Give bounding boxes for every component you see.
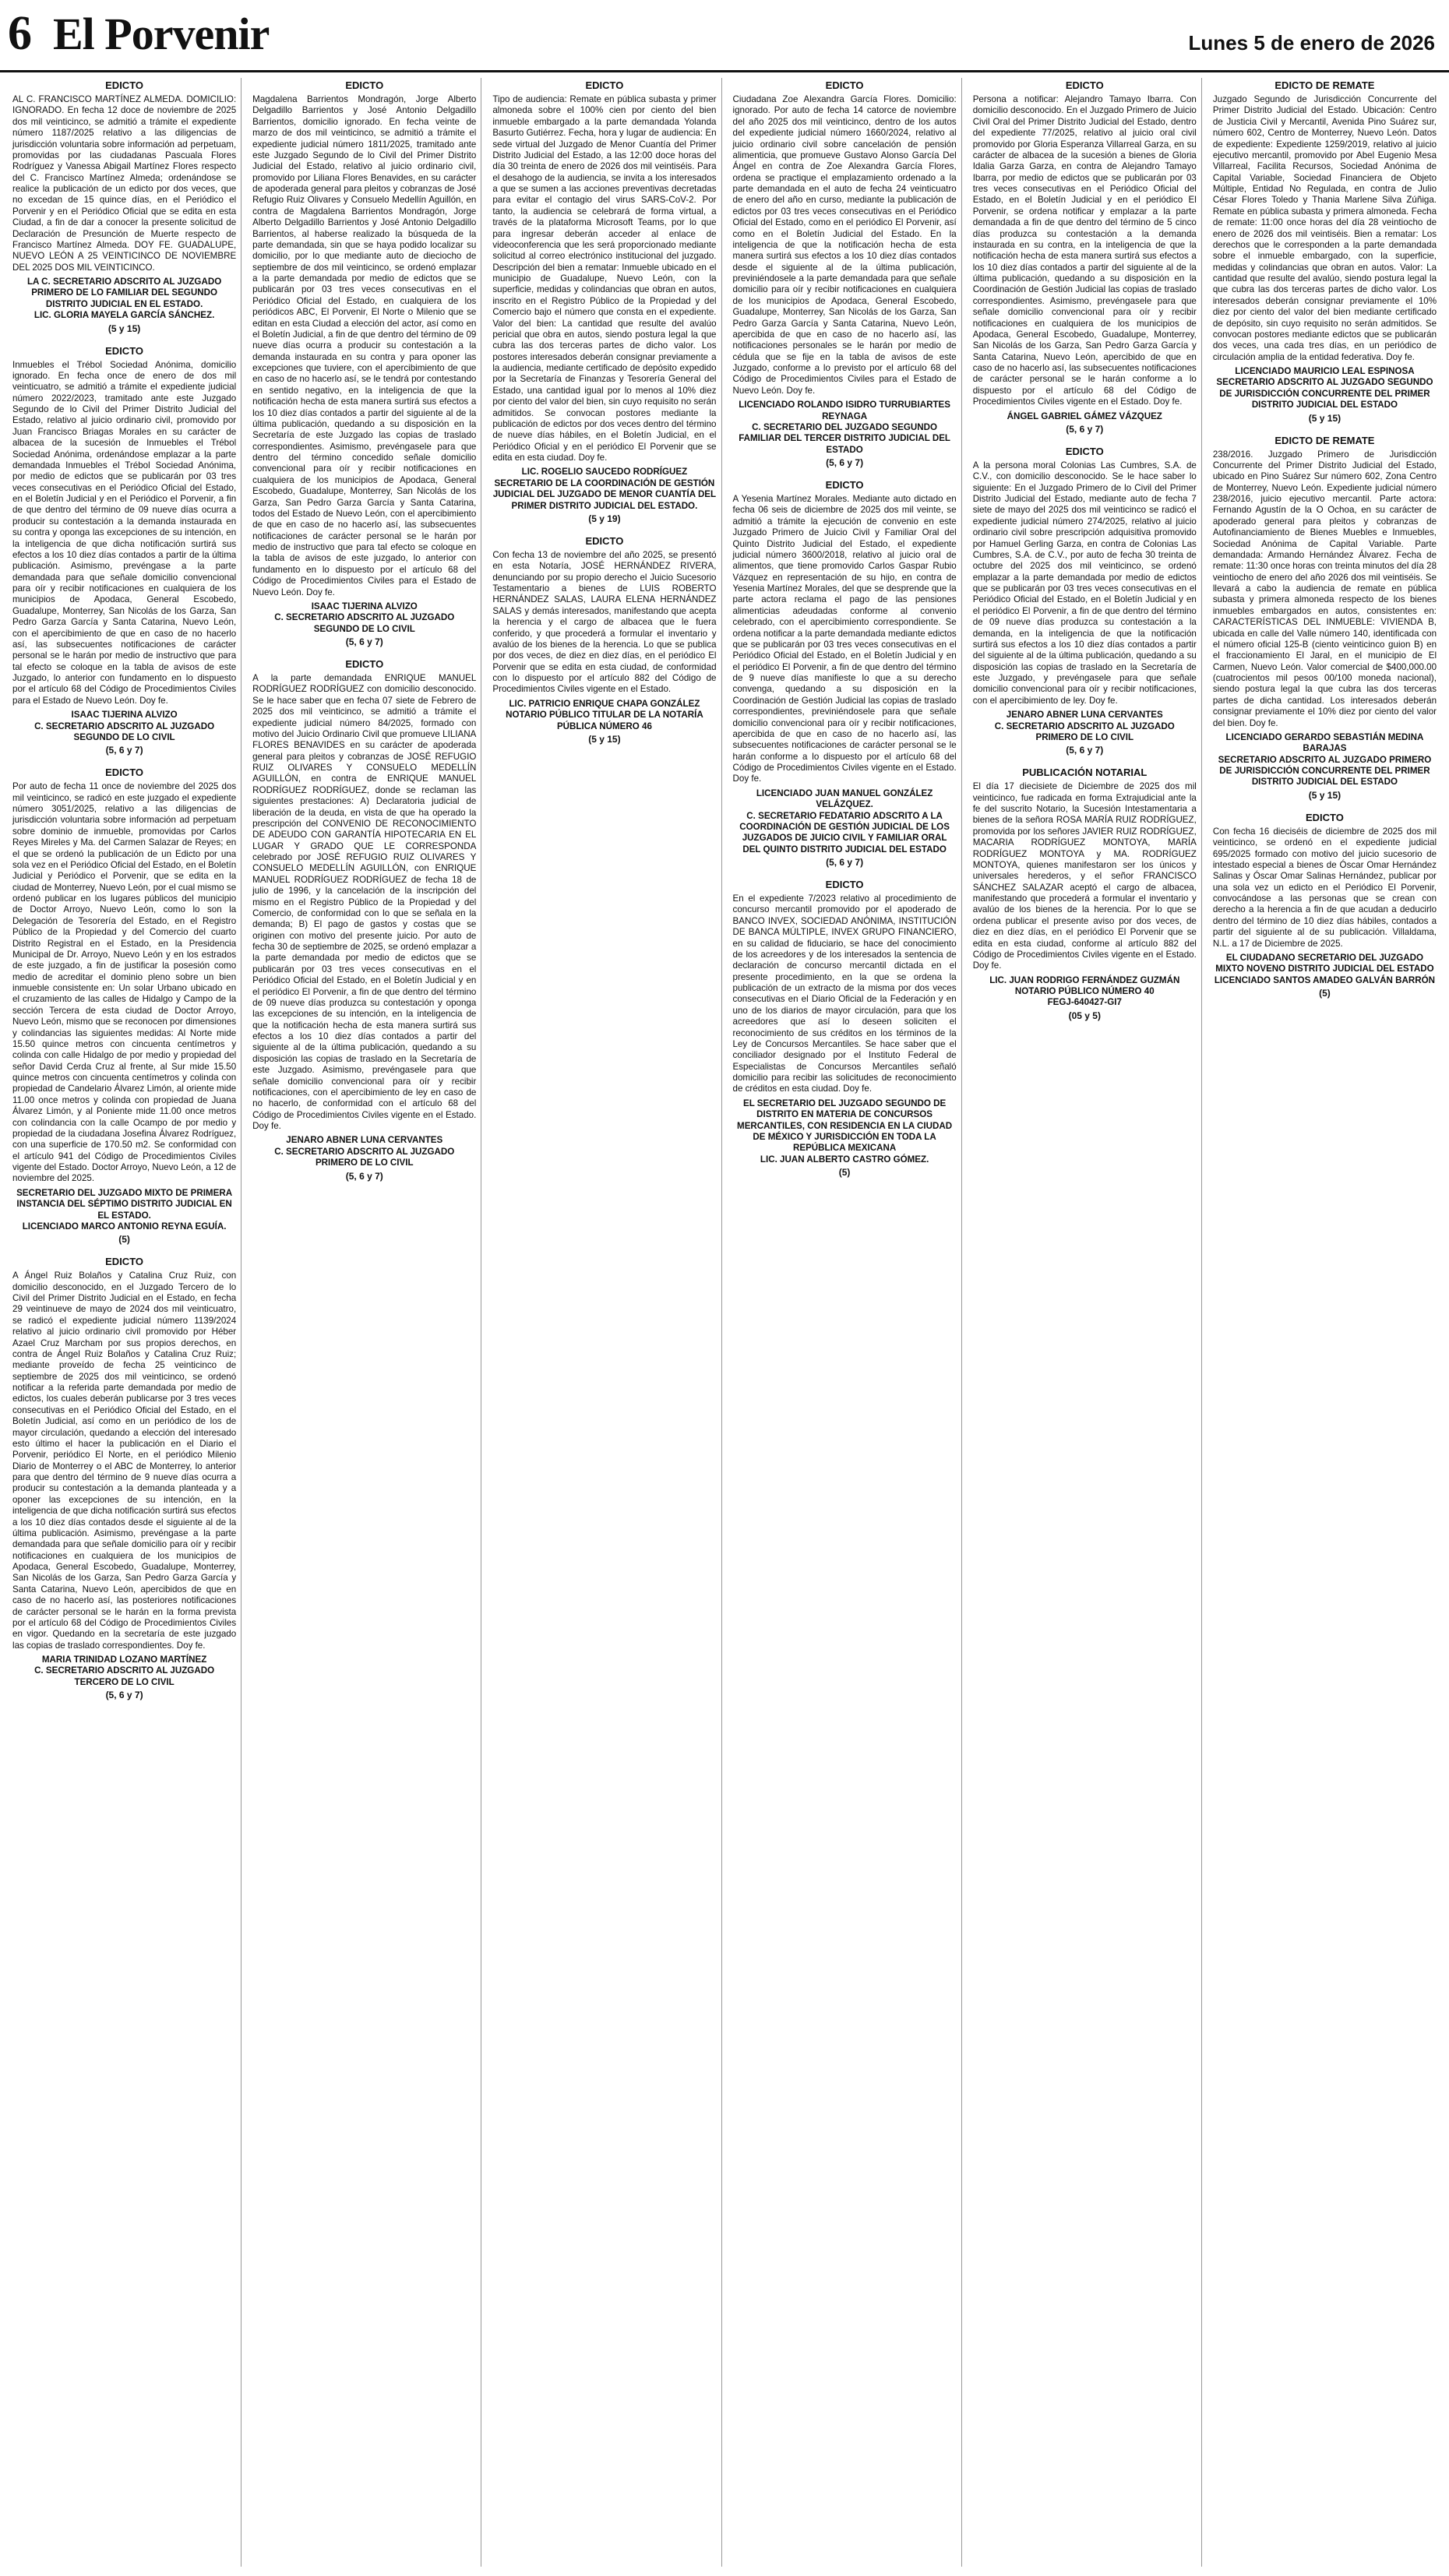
signature-line: LICENCIADO ROLANDO ISIDRO TURRUBIARTES REYNAGA [739, 400, 950, 421]
notice-signature [1213, 732, 1437, 788]
notice-body: AL C. FRANCISCO MARTÍNEZ ALMEDA. DOMICILIO: IGNORADO. En fecha 12 doce de noviembre de 2025 dos mil veinticinco, se admitió a trámite el expediente número 1187/2025 relativo a las diligencias de jurisdicción voluntaria sobre información ad perpetuam, promovidas por las ciudadanas Pascuala Flores Rodríguez y Vanessa Abigail Martínez Flores respecto del C. Francisco Martínez Almeda; ordenándose se realice la publicación de un edicto por dos veces, que no excedan de 15 quince días, en el Periódico el Porvenir y en el Periódico Oficial que se edita en esta Ciudad, a fin de dar a conocer la presente solicitud de Declaración de Presunción de Muerte respecto de Francisco Martínez Almeda. DOY FE. GUADALUPE, NUEVO LEÓN A 25 VEINTICINCO DE NOVIEMBRE DEL 2025 DOS MIL VEINTICINCO. [12, 94, 237, 273]
notice-heading: EDICTO [825, 79, 864, 91]
legal-notice [12, 766, 236, 1245]
notice-signature [1213, 366, 1437, 411]
signature-line: EL CIUDADANO SECRETARIO DEL JUZGADO MIXTO NOVENO DISTRITO JUDICIAL DEL ESTADO [1215, 952, 1434, 974]
signature-line: C. SECRETARIO DEL JUZGADO SEGUNDO FAMILIAR DEL TERCER DISTRITO JUDICIAL DEL ESTADO [739, 421, 951, 455]
notice-signature [733, 400, 957, 456]
signature-line: C. SECRETARIO ADSCRITO AL JUZGADO SEGUNDO DE LO CIVIL [274, 612, 455, 634]
signature-line: LIC. PATRICIO ENRIQUE CHAPA GONZÁLEZ [509, 698, 700, 709]
publication-dates: (5 y 15) [588, 733, 621, 745]
publication-dates: (5) [1319, 988, 1331, 999]
notice-body: A la persona moral Colonias Las Cumbres, S.A. de C.V., con domicilio desconocido. Se le hace saber lo siguiente: En el Juzgado Primero de lo Civil del Primer Distrito Judicial del Estado, mediante auto de fecha 7 siete de mayo del 2025 dos mil veinticinco se radicó el expediente judicial número 274/2025, relativo al juicio ordinario civil sobre prescripción adquisitiva promovido por Hamuel Gerling Garza, en contra de Colonias Las Cumbres, S.A. de C.V., por auto de fecha 30 treinta de octubre del 2025 dos mil veinticinco, se ordenó emplazar a la parte demandada por medio de edictos que se publicarán por 03 tres veces consecutivas en el Periódico Oficial del Estado, en el Boletín Judicial y en el periódico El Porvenir, a fin de que dentro del término de 09 nueve días produzca su contestación a la demanda, en la inteligencia de que la notificación surtirá sus efectos a los 10 diez días contados a partir del siguiente al de la última publicación, quedando a su disposición las copias de traslado en la Secretaría de este Juzgado, y prevéngasele para que señale domicilio convencional para oír y recibir notificaciones, con el apercibimiento de ley. Doy fe. [972, 460, 1197, 706]
publication-dates: (5 y 15) [108, 322, 141, 334]
notice-heading: EDICTO [345, 658, 384, 670]
legal-notice [733, 79, 957, 468]
notice-signature [12, 277, 236, 322]
legal-notice [973, 79, 1197, 435]
publication-dates: (5, 6 y 7) [1066, 423, 1104, 435]
legal-notice [1213, 812, 1437, 999]
signature-line: FEGJ-640427-GI7 [1047, 997, 1122, 1008]
newspaper-name: El Porvenir [53, 9, 270, 59]
notice-body: Con fecha 16 dieciséis de diciembre de 2025 dos mil veinticinco, se ordenó en el expediente judicial 695/2025 formado con motivo del juicio sucesorio de intestado especial a bienes de Óscar Omar Hernández Salinas y Óscar Omar Salinas Hernández, publicar por una sola vez un edicto en el Periódico El Porvenir, convocándose a las personas que se crean con derecho a la herencia a fin de que acudan a deducirlo dentro del término de 10 diez días hábiles, contados a partir del siguiente al de su publicación. Villaldama, N.L. a 17 de Diciembre de 2025. [1212, 826, 1437, 949]
notice-heading: EDICTO [105, 766, 144, 779]
legal-notice [492, 535, 716, 745]
legal-notice [492, 79, 716, 524]
notice-body: 238/2016. Juzgado Primero de Jurisdicción Concurrente del Primer Distrito Judicial del Estado, ubicado en Pino Suárez Sur número 602, Zona Centro de Monterrey, Nuevo León. Expediente judicial número 238/2016, juicio ejecutivo mercantil. Parte actora: Fernando Agustín de la O Ochoa, en su carácter de apoderado general para pleitos y cobranzas de Autofinanciamiento de Bienes Muebles e Inmuebles, Sociedad Anónima de Capital Variable. Parte demandada: Armando Hernández Álvarez. Fecha de remate: 11:30 once horas con treinta minutos del día 28 veintiocho de enero del año 2026 dos mil veintiséis. Se llevará a cabo la audiencia de remate en pública subasta y primera almoneda respecto de los bienes inmuebles embargados en autos, consistentes en: CARACTERÍSTICAS DEL INMUEBLE: VIVIENDA B, ubicada en calle del Valle número 140, identificada con el número oficial 125-B (ciento veinticinco guion B) en el fraccionamiento El Jaral, en el municipio de El Carmen, Nuevo León. Valor comercial de $400,000.00 (cuatrocientos mil pesos 00/100 moneda nacional), siendo postura legal la que cubra las dos terceras partes de dicha cantidad. Los interesados deberán consignar previamente el 10% diez por ciento del valor del bien. Doy fe. [1212, 449, 1437, 728]
masthead [0, 0, 1449, 72]
signature-line: LIC. JUAN RODRIGO FERNÁNDEZ GUZMÁN [989, 974, 1180, 985]
notice-signature [12, 1188, 236, 1233]
notice-signature [973, 975, 1197, 1009]
signature-line: C. SECRETARIO ADSCRITO AL JUZGADO PRIMERO DE LO CIVIL [274, 1146, 455, 1168]
signature-line: C. SECRETARIO FEDATARIO ADSCRITO A LA COORDINACIÓN DE GESTIÓN JUDICIAL DE LOS JUZGADOS DE JUICIO CIVIL Y FAMILIAR ORAL DEL QUINTO DISTRITO JUDICIAL DEL ESTADO [739, 810, 950, 855]
publication-dates: (05 y 5) [1068, 1010, 1101, 1021]
notice-signature [252, 1135, 476, 1168]
notice-heading: EDICTO [585, 79, 624, 91]
notice-body: En el expediente 7/2023 relativo al procedimiento de concurso mercantil promovido por el apoderado de BANCO INVEX, SOCIEDAD ANÓNIMA, INSTITUCIÓN DE BANCA MÚLTIPLE, INVEX GRUPO FINANCIERO, en su calidad de fiduciario, se hace del conocimiento de los acreedores y de los interesados la sentencia de declaración de concurso mercantil dictada en el presente procedimiento, en la que se ordena la publicación de un extracto de la misma por dos veces consecutivas en el Diario Oficial de la Federación y en uno de los diarios de mayor circulación, para que los acreedores que así lo deseen soliciten el reconocimiento de sus créditos en los términos de la Ley de Concursos Mercantiles. Se hace saber que el conciliador designado por el Instituto Federal de Especialistas de Concursos Mercantiles señaló domicilio para recibir las solicitudes de reconocimiento de créditos en esta ciudad. Doy fe. [732, 893, 957, 1094]
notice-signature [973, 710, 1197, 743]
legal-notice [973, 766, 1197, 1021]
publication-dates: (5, 6 y 7) [105, 745, 143, 756]
publication-dates: (5, 6 y 7) [826, 857, 864, 868]
notice-heading: EDICTO [1065, 445, 1104, 457]
notice-body: Por auto de fecha 11 once de noviembre del 2025 dos mil veinticinco, se radicó en este juzgado el expediente número 3051/2025, relativo a las diligencias de jurisdicción voluntaria sobre información ad perpetuam sobre dominio de inmueble, promovidas por Carlos Reyes Mireles y Ma. del Carmen Salazar de Reyes; en el que se ordenó la publicación de un Edicto por una sola vez en el Periódico Oficial del Estado, en el Boletín Judicial y Periódico el Porvenir, que se edita en la ciudad de Monterrey, Nuevo León, por el cual mismo se ordenó publicar en los lugares públicos del municipio de Doctor Arroyo, Nuevo León, como lo son la Delegación de Tesorería del Estado, en el Registro Público de la Propiedad y del Comercio del cuarto Distrito Registral en el Estado, en la Presidencia Municipal de Dr. Arroyo, Nuevo León y en los estrados de este juzgado, a fin de justificar la posesión como medio de acreditar el dominio pleno sobre un bien inmueble consistente en: Un solar Urbano ubicado en el cruzamiento de las calles de Hidalgo y Campo de la sección Tercera de esta ciudad de Doctor Arroyo, Nuevo León, mismo que se reconocen por dimensiones y colindancias las siguientes medidas: Al Norte mide 15.50 quince metros con cincuenta centímetros y colinda con calle Hidalgo de por medio y propiedad del señor David Cerda Cruz al frente, al Sur mide 15.50 quince metros con cincuenta centímetros y colinda con propiedad de Candelario Álvarez Limón, al oriente mide 11.00 once metros y colinda con propiedad de Juana Álvarez Limón, y al Poniente mide 11.00 once metros con colindancia con la calle Ocampo de por medio y propiedad de la ciudadana Josefina Álvarez Rodríguez, con una superficie de 170.50 m2. Se conformidad con el artículo 941 del Código de Procedimientos Civiles vigente del Estado. Doctor Arroyo, Nuevo León, a 12 de noviembre del 2025. [12, 781, 237, 1184]
column-4 [728, 78, 962, 2567]
signature-line: SECRETARIO DE LA COORDINACIÓN DE GESTIÓN JUDICIAL DEL JUZGADO DE MENOR CUANTÍA DEL PRIMER DISTRITO JUDICIAL DEL ESTADO. [492, 477, 717, 511]
signature-line: SECRETARIO DEL JUZGADO MIXTO DE PRIMERA INSTANCIA DEL SÉPTIMO DISTRITO JUDICIAL EN EL ESTADO. [16, 1187, 233, 1221]
signature-line: LICENCIADO MAURICIO LEAL ESPINOSA [1235, 366, 1415, 376]
signature-line: NOTARIO PÚBLICO TITULAR DE LA NOTARÍA PÚBLICA NÚMERO 46 [506, 710, 703, 731]
notice-heading: EDICTO [345, 79, 384, 91]
notice-signature [12, 710, 236, 743]
signature-line: ÁNGEL GABRIEL GÁMEZ VÁZQUEZ [1007, 411, 1162, 421]
notice-body: El día 17 diecisiete de Diciembre de 2025 dos mil veinticinco, fue radicada en forma Extrajudicial ante la fe del suscrito Notario, la Sucesión Intestamentaria a bienes de la señora ROSA MARÍA RUIZ RODRÍGUEZ, promovida por los señores JAVIER RUIZ RODRÍGUEZ, MACARIA RODRÍGUEZ MONTOYA, MARÍA RODRÍGUEZ MONTOYA y MA. RODRÍGUEZ MONTOYA, quienes manifestaron ser los únicos y universales herederos, y el señor FRANCISCO SÁNCHEZ SALAZAR aceptó el cargo de albacea, manifestando que procederá a formular el inventario y avalúo de los bienes de la herencia. Por lo que se ordena publicar el presente aviso por dos veces, de diez en diez días, en el periódico El Porvenir que se edita en esta ciudad, conforme al artículo 882 del Código de Procedimientos Civiles vigente en el Estado. Doy fe. [972, 781, 1197, 971]
publication-dates: (5 y 15) [1308, 412, 1341, 424]
notice-body: A Yesenia Martínez Morales. Mediante auto dictado en fecha 06 seis de diciembre de 2025 dos mil veinte, se admitió a trámite la ejecución de convenio en este Juzgado Primero de Juicio Civil y Familiar Oral del Quinto Distrito Judicial del Estado, el expediente judicial número 3600/2018, relativo al juicio oral de alimentos, que tiene promovido Carlos Gaspar Rubio Vázquez en representación de su hijo, en contra de Yesenia Martínez Morales, del que se desprende que la parte actora reclama el pago de las pensiones alimenticias adeudadas conforme al convenio celebrado, con el apercibimiento correspondiente. Se ordena notificar a la parte demandada mediante edictos que se publicarán por 03 tres veces consecutivas en el Periódico Oficial del Estado, en el Boletín Judicial y en el periódico El Porvenir, a fin de que dentro del término de 9 nueve días manifieste lo que a su derecho convenga, quedando a su disposición en la Coordinación de Gestión Judicial las copias de traslado correspondientes, previniéndosele para que señale domicilio convencional para oír y recibir notificaciones, apercibida de que en caso de no hacerlo así, las subsecuentes notificaciones de carácter personal se le harán conforme a lo dispuesto por el artículo 68 del Código de Procedimientos Civiles vigente en el Estado. Doy fe. [732, 494, 957, 784]
publication-dates: (5) [118, 1234, 130, 1246]
notice-heading: EDICTO [825, 879, 864, 890]
publication-dates: (5, 6 y 7) [105, 1690, 143, 1701]
publication-dates: (5, 6 y 7) [1066, 745, 1104, 756]
notice-heading: EDICTO [825, 479, 864, 491]
signature-line: EL SECRETARIO DEL JUZGADO SEGUNDO DE DISTRITO EN MATERIA DE CONCURSOS MERCANTILES, CON RESIDENCIA EN LA CIUDAD DE MÉXICO Y JURISDICCIÓN EN TODA LA REPÚBLICA MEXICANA [737, 1098, 953, 1154]
notice-body: Con fecha 13 de noviembre del año 2025, se presentó en esta Notaría, JOSÉ HERNÁNDEZ RIVERA, denunciando por su propio derecho el Juicio Sucesorio Testamentario a bienes de LUIS ROBERTO HERNÁNDEZ SALAS, LAURA ELENA HERNÁNDEZ SALAS y demás interesados, manifestando que acepta la herencia y el cargo de albacea que le fuera conferido, y que procederá a formular el inventario y avalúo de los bienes de la herencia. Lo que se publica por dos veces, de diez en diez días, en el periódico El Porvenir que se edita en esta ciudad, de conformidad con lo dispuesto por el artículo 882 del Código de Procedimientos Civiles vigente en el Estado. [492, 549, 717, 695]
notice-signature [492, 699, 716, 732]
legal-notice [733, 879, 957, 1178]
signature-line: LICENCIADO JUAN MANUEL GONZÁLEZ VELÁZQUEZ. [756, 788, 933, 810]
notice-heading: EDICTO [105, 79, 144, 91]
column-1 [8, 78, 242, 2567]
legal-notices-columns [8, 78, 1441, 2567]
notice-body: Ciudadana Zoe Alexandra García Flores. Domicilio: ignorado. Por auto de fecha 14 catorce de noviembre del año 2025 dos mil veinticinco, dentro de los autos del expediente judicial número 1660/2024, relativo al juicio ordinario civil sobre cancelación de pensión alimenticia, que promueve Gustavo Alonso García Del Ángel en contra de Zoe Alexandra García Flores, ordena se practique el emplazamiento ordenado a la parte demandada en el auto de fecha 24 veinticuatro de enero del año en curso, mediante la publicación de edictos por 03 tres veces consecutivas en el Periódico Oficial del Estado, como en el periódico El Porvenir, así como en el Boletín Judicial del Estado. En la inteligencia de que la notificación hecha de esta manera surtirá sus efectos a los 10 diez días contados desde el siguiente al de la última publicación, previniéndosele a la parte demandada para que señale domicilio para oír y recibir notificaciones en cualquiera de los municipios de Apodaca, General Escobedo, Guadalupe, Monterrey, San Nicolás de los Garza, San Pedro Garza García y Santa Catarina, Nuevo León, apercibida de que en caso de no hacerlo así, las notificaciones personales se le harán por medio de cédula que se fije en la tabla de avisos de este Juzgado, conforme a lo previsto por el artículo 68 del Código de Procedimientos Civiles para el Estado de Nuevo León. Doy fe. [732, 94, 957, 396]
signature-line: ISAAC TIJERINA ALVIZO [311, 601, 418, 611]
notice-signature [252, 601, 476, 635]
signature-line: LA C. SECRETARIO ADSCRITO AL JUZGADO PRIMERO DE LO FAMILIAR DEL SEGUNDO DISTRITO JUDICIAL EN EL ESTADO. [26, 277, 222, 309]
notice-heading: EDICTO DE REMATE [1274, 434, 1375, 446]
notice-signature [733, 788, 957, 855]
signature-line: LIC. JUAN ALBERTO CASTRO GÓMEZ. [760, 1154, 929, 1165]
notice-body: Persona a notificar: Alejandro Tamayo Ibarra. Con domicilio desconocido. En el Juzgado Primero de Juicio Civil Oral del Primer Distrito Judicial del Estado, dentro del expediente 77/2025, relativo al juicio oral civil promovido por Gloria Esperanza Villarreal Garza, en su carácter de albacea de la sucesión a bienes de Gloria Idalia Garza Garza, en contra de Alejandro Tamayo Ibarra, por medio de edictos que se publicarán por 03 tres veces consecutivas en el Periódico Oficial del Estado, en el Boletín Judicial y en el periódico El Porvenir, se ordena notificar y emplazar a la parte demandada a fin de que dentro del término de 5 cinco días produzca su contestación a la demanda instaurada en su contra, en la inteligencia de que la notificación hecha de esta manera surtirá sus efectos a los 10 diez días contados a partir del siguiente al de la última publicación, quedando a su disposición en la Coordinación de Gestión Judicial las copias de traslado correspondientes. Asimismo, prevéngasele para que señale domicilio convencional para oír y recibir notificaciones en cualquiera de los municipios de Apodaca, General Escobedo, Guadalupe, Monterrey, San Nicolás de los Garza, San Pedro Garza García y Santa Catarina, Nuevo León, apercibido de que en caso de no hacerlo así, las subsecuentes notificaciones de carácter personal se le harán conforme a lo dispuesto por el artículo 68 del Código de Procedimientos Civiles vigente en el Estado. Doy fe. [972, 94, 1197, 407]
signature-line: MARIA TRINIDAD LOZANO MARTÍNEZ [41, 1654, 207, 1665]
signature-line: LICENCIADO MARCO ANTONIO REYNA EGUÍA. [22, 1221, 227, 1232]
page-number: 6 [8, 7, 32, 60]
signature-line: C. SECRETARIO ADSCRITO AL JUZGADO PRIMERO DE LO CIVIL [994, 721, 1175, 742]
notice-heading: EDICTO [1065, 79, 1104, 91]
signature-line: C. SECRETARIO ADSCRITO AL JUZGADO TERCERO DE LO CIVIL [34, 1665, 215, 1687]
notice-signature [492, 467, 716, 512]
legal-notice [973, 446, 1197, 756]
legal-notice [1213, 435, 1437, 801]
legal-notice [12, 345, 236, 756]
legal-notice [252, 79, 476, 647]
notice-signature [1213, 953, 1437, 986]
publication-dates: (5) [838, 1167, 851, 1178]
notice-body: Tipo de audiencia: Remate en pública subasta y primer almoneda sobre el 100% cien por ciento del bien inmueble embargado a la parte demandada Yolanda Basurto Gutiérrez. Fecha, hora y lugar de audiencia: En sede virtual del Juzgado de Menor Cuantía del Primer Distrito Judicial del Estado, a las 12:00 doce horas del día 30 treinta de enero de 2026 dos mil veintiséis. Para el desahogo de la audiencia, se invita a los interesados a que se sumen a las acciones preventivas decretadas para evitar el contagio del virus SARS-CoV-2. Por tanto, la audiencia se celebrará de forma virtual, a través de la plataforma Microsoft Teams, por lo que para ingresar deberán acceder al enlace de videoconferencia que les será proporcionado mediante solicitud al correo electrónico institucional del juzgado. Descripción del bien a rematar: Inmueble ubicado en el municipio de Guadalupe, Nuevo León, con la superficie, medidas y colindancias que obran en autos, inscrito en el Registro Público de la Propiedad y del Comercio bajo el número que consta en el expediente. Valor del bien: La cantidad que resulte del avalúo pericial que obra en autos, siendo postura legal la que cubra las dos terceras partes de dicho valor. Los postores interesados deberán consignar previamente a la audiencia, mediante certificado de depósito expedido por la Secretaría de Finanzas y Tesorería General del Estado, una cantidad igual por lo menos al 10% diez por ciento del valor del bien, sin cuyo requisito no serán admitidos. Se convocan postores mediante la publicación de edictos por dos veces dentro del término de nueve días hábiles, en el Boletín Judicial, en el Periódico Oficial y en el periódico El Porvenir que se edita en esta ciudad. Doy fe. [492, 94, 717, 463]
publication-dates: (5 y 15) [1308, 789, 1341, 801]
notice-signature [12, 1654, 236, 1688]
column-5 [968, 78, 1202, 2567]
signature-line: C. SECRETARIO ADSCRITO AL JUZGADO SEGUNDO DE LO CIVIL [34, 721, 215, 742]
signature-line: LIC. GLORIA MAYELA GARCÍA SÁNCHEZ. [33, 310, 215, 321]
signature-line: LICENCIADO SANTOS AMADEO GALVÁN BARRÓN [1214, 974, 1436, 985]
publication-dates: (5, 6 y 7) [826, 457, 864, 468]
signature-line: JENARO ABNER LUNA CERVANTES [286, 1135, 443, 1146]
publication-dates: (5, 6 y 7) [345, 1170, 383, 1182]
notice-signature [973, 411, 1197, 422]
legal-notice [252, 658, 476, 1182]
signature-line: SECRETARIO ADSCRITO AL JUZGADO PRIMERO DE JURISDICCIÓN CONCURRENTE DEL PRIMER DISTRITO JUDICIAL DEL ESTADO [1218, 754, 1432, 788]
notice-signature [733, 1098, 957, 1165]
signature-line: ISAAC TIJERINA ALVIZO [71, 710, 178, 721]
signature-line: NOTARIO PÚBLICO NÚMERO 40 [1014, 986, 1155, 996]
column-2 [248, 78, 481, 2567]
column-6 [1208, 78, 1441, 2567]
column-3 [488, 78, 721, 2567]
signature-line: SECRETARIO ADSCRITO AL JUZGADO SEGUNDO DE JURISDICCIÓN CONCURRENTE DEL PRIMER DISTRITO JUDICIAL DEL ESTADO [1216, 377, 1433, 411]
publication-dates: (5, 6 y 7) [345, 636, 383, 647]
notice-body: Juzgado Segundo de Jurisdicción Concurrente del Primer Distrito Judicial del Estado. Ubicación: Centro de Justicia Civil y Mercantil, Avenida Pino Suárez sur, número 602, Centro de Monterrey, Nuevo León. Datos de expediente: Expediente 1259/2019, relativo al juicio ejecutivo mercantil, promovido por Abel Eugenio Mesa Villarreal, Facilita Recursos, Sociedad Anónima de Capital Variable, Sociedad Financiera de Objeto Múltiple, Entidad No Regulada, en contra de Julio César Flores Toledo y Thania Marlene Silva Zúñiga. Remate en pública subasta y primera almoneda. Fecha de remate: 11:00 once horas del día 28 veintiocho de enero de 2026 dos mil veintiséis. Bien a rematar: Los derechos que le corresponden a la parte demandada sobre el inmueble embargado, con la superficie, medidas y colindancias que obran en autos. Valor: La cantidad que resulte del avalúo, siendo postura legal la que cubra las dos terceras partes de dicho valor. Los interesados deberán consignar previamente el 10% diez por ciento del valor del bien mediante certificado de depósito, sin cuyo requisito no serán admitidos. Se convocan postores mediante edictos que se publicarán dos veces, una cada tres días, en un periódico de circulación amplia de la entidad federativa. Doy fe. [1212, 94, 1437, 362]
notice-heading: EDICTO [105, 1256, 144, 1268]
signature-line: JENARO ABNER LUNA CERVANTES [1006, 710, 1163, 721]
legal-notice [12, 79, 236, 334]
publication-dates: (5 y 19) [588, 513, 621, 524]
notice-heading: EDICTO [1306, 811, 1344, 823]
signature-line: LIC. ROGELIO SAUCEDO RODRÍGUEZ [521, 467, 688, 477]
notice-heading: EDICTO [105, 344, 144, 357]
legal-notice [1213, 79, 1437, 424]
legal-notice [733, 479, 957, 868]
issue-date: Lunes 5 de enero de 2026 [1188, 31, 1435, 55]
notice-body: A Ángel Ruiz Bolaños y Catalina Cruz Ruiz, con domicilio desconocido, en el Juzgado Tercero de lo Civil del Primer Distrito Judicial en el Estado, en fecha 29 veintinueve de mayo de 2024 dos mil veinticuatro, se radicó el expediente judicial número 1139/2024 relativo al juicio ordinario civil promovido por Héber Azael Cruz Marcham por sus propios derechos, en contra de Ángel Ruiz Bolaños y Catalina Cruz Ruiz; mediante proveído de fecha 25 veinticinco de septiembre de 2025 dos mil veinticinco, se ordenó notificar a la referida parte demandada por medio de edictos, los cuales deberán publicarse por 3 tres veces consecutivas en el Periódico Oficial del Estado, en el Boletín Judicial, así como en un periódico de los de mayor circulación, quedando a elección del interesado esto último el hacer la publicación en el Diario el Porvenir, periódico El Norte, en el periódico Milenio Diario de Monterrey o el ABC de Monterrey, lo anterior para que dentro del término de 9 nueve días ocurra a producir su contestación a la demanda planteada y a oponer las excepciones de su intención, en la inteligencia de que dicha notificación surtirá sus efectos a los 10 diez días contados desde el siguiente al de la última publicación. Asimismo, prevéngase a la parte demandada para que señale domicilio para oír y recibir notificaciones en cualquiera de los municipios de Apodaca, General Escobedo, Guadalupe, Monterrey, San Nicolás de los Garza, San Pedro Garza García y Santa Catarina, Nuevo León, apercibidos de que en caso de no hacerlo así, las posteriores notificaciones de carácter personal se le harán en la forma prevista por el artículo 68 del Código de Procedimientos Civiles en vigor. Quedando en la secretaría de este juzgado las copias de traslado correspondientes. Doy fe. [12, 1270, 237, 1651]
notice-body: Magdalena Barrientos Mondragón, Jorge Alberto Delgadillo Barrientos y José Antonio Delgadillo Barrientos, domicilio ignorado. En fecha veinte de marzo de dos mil veinticinco, se admitió a trámite el expediente judicial número 1811/2025, tramitado ante este Juzgado Segundo de lo Civil del Primer Distrito Judicial del Estado, relativo al juicio ordinario civil, promovido por Liliana Flores Benavides, en su carácter de apoderada general para pleitos y cobranzas de José Refugio Ruiz Olivares y Consuelo Medellín Aguillón, en contra de Magdalena Barrientos Mondragón, Jorge Alberto Delgadillo Barrientos y José Antonio Delgadillo Barrientos, al haberse realizado la búsqueda de la parte demandada, sin que se haya podido localizar su domicilio, por lo que mediante auto de dieciocho de septiembre de dos mil veinticinco, se ordenó emplazar a la parte demandada por medio de edictos que se publicarán por 03 tres veces consecutivas en el Periódico Oficial del Estado, en cualquiera de los periódicos ABC, El Porvenir, El Norte o Milenio que se editan en esta Ciudad a elección del actor, así como en el Boletín Judicial, a fin de que dentro del término de 09 nueve días ocurra a producir su contestación a la demanda instaurada en su contra y para oponer las excepciones que tuviere, con el apercibimiento de que en caso de no hacerlo así, se le tendrá por contestando en sentido negativo, en la inteligencia de que la notificación hecha de esta manera surtirá sus efectos a los 10 diez días contados a partir del siguiente al de la última publicación, quedando a su disposición en la Secretaría de este Juzgado las copias de traslado correspondientes. Asimismo, prevéngasele para que dentro del término concedido señale domicilio convencional para oír y recibir notificaciones en cualquiera de los municipios de Apodaca, General Escobedo, Guadalupe, Monterrey, San Nicolás de los Garza, San Pedro Garza García y Santa Catarina, todos del Estado de Nuevo León, con el apercibimiento de que en caso de no hacerlo así, las subsecuentes notificaciones de carácter personal se le harán por medio de instructivo que para tal efecto se coloque en la tabla de avisos de este juzgado, lo anterior con fundamento en lo dispuesto por el artículo 68 del Código de Procedimientos Civiles para el Estado de Nuevo León. Doy fe. [252, 94, 477, 597]
notice-heading: EDICTO DE REMATE [1274, 79, 1375, 91]
legal-notice [12, 1256, 236, 1700]
notice-body: Inmuebles el Trébol Sociedad Anónima, domicilio ignorado. En fecha once de enero de dos mil veinticuatro, se admitió a trámite el expediente judicial número 2022/2023, tramitado ante este Juzgado Segundo de lo Civil del Primer Distrito Judicial del Estado, relativo al juicio ordinario civil, promovido por Juan Francisco Briagas Morales en su carácter de albacea de la sucesión de Inmuebles el Trébol Sociedad Anónima, ordenándose emplazar a la parte demandada Inmuebles el Trébol Sociedad Anónima, por medio de edictos que se publicarán por 03 tres veces consecutivas en el Periódico Oficial del Estado, en el Boletín Judicial y en el Periódico el Porvenir, a fin de que dentro del término de 09 nueve días ocurra a producir su contestación a la demanda instaurada en su contra y oponga las excepciones de su intención, en la inteligencia de que dicha notificación surtirá sus efectos a los 10 diez días contados a partir de la última publicación. Asimismo, prevéngase a la parte demandada para que señale domicilio convencional para oír y recibir notificaciones en cualquiera de los municipios de Apodaca, General Escobedo, Guadalupe, Monterrey, San Nicolás de los Garza, San Pedro Garza García y Santa Catarina, Nuevo León, con el apercibimiento de que en caso de no hacerlo así, las subsecuentes notificaciones de carácter personal se le harán por medio de instructivo que para tal efecto se coloque en la tabla de avisos de este Juzgado, lo anterior con fundamento en lo dispuesto por el artículo 68 del Código de Procedimientos Civiles para el Estado de Nuevo León. Doy fe. [12, 359, 237, 706]
signature-line: LICENCIADO GERARDO SEBASTIÁN MEDINA BARAJAS [1225, 731, 1424, 754]
notice-body: A la parte demandada ENRIQUE MANUEL RODRÍGUEZ RODRÍGUEZ con domicilio desconocido. Se le hace saber que en fecha 07 siete de Febrero de 2025 dos mil veinticinco, se admitió a trámite el expediente judicial número 84/2025, formado con motivo del Juicio Ordinario Civil que promueve LILIANA FLORES BENAVIDES en su carácter de apoderada general para pleitos y cobranzas de JOSÉ REFUGIO RUIZ OLIVARES Y CONSUELO MEDELLÍN AGUILLÓN, en contra de ENRIQUE MANUEL RODRÍGUEZ RODRÍGUEZ, donde se reclaman las siguientes prestaciones: A) Declaratoria judicial de liberación de la deuda, en vista de que ha operado la prescripción del CONVENIO DE RECONOCIMIENTO DE ADEUDO CON GARANTÍA HIPOTECARIA EN EL LUGAR Y GRADO QUE LE CORRESPONDA celebrado por JOSÉ REFUGIO RUIZ OLIVARES Y CONSUELO MEDELLÍN AGUILLÓN, con ENRIQUE MANUEL RODRÍGUEZ RODRÍGUEZ de fecha 18 de julio de 1996, y la cancelación de la inscripción del mismo en el Registro Público de la Propiedad y del Comercio, de conformidad con lo que se señala en la demanda; B) El pago de gastos y costas que se originen con motivo del presente juicio. Por auto de fecha 30 de septiembre de 2025, se ordenó emplazar a la parte demandada por medio de edictos que se publicarán por 03 tres veces consecutivas en el Periódico Oficial del Estado, en el Boletín Judicial y en el periódico El Porvenir, a fin de que dentro del término de 09 nueve días produzca su contestación y oponga las excepciones de su intención, en la inteligencia de que la notificación hecha de esta manera surtirá sus efectos a los 10 diez días contados a partir del siguiente al de la última publicación, quedando a su disposición las copias de traslado en la Secretaría de este Juzgado. Asimismo, prevéngasele para que señale domicilio convencional para oír y recibir notificaciones, con el apercibimiento de ley en caso de no hacerlo, de conformidad con el artículo 68 del Código de Procedimientos Civiles vigente en el Estado. Doy fe. [252, 673, 477, 1131]
notice-heading: EDICTO [585, 534, 624, 547]
notice-heading: PUBLICACIÓN NOTARIAL [1022, 766, 1148, 779]
